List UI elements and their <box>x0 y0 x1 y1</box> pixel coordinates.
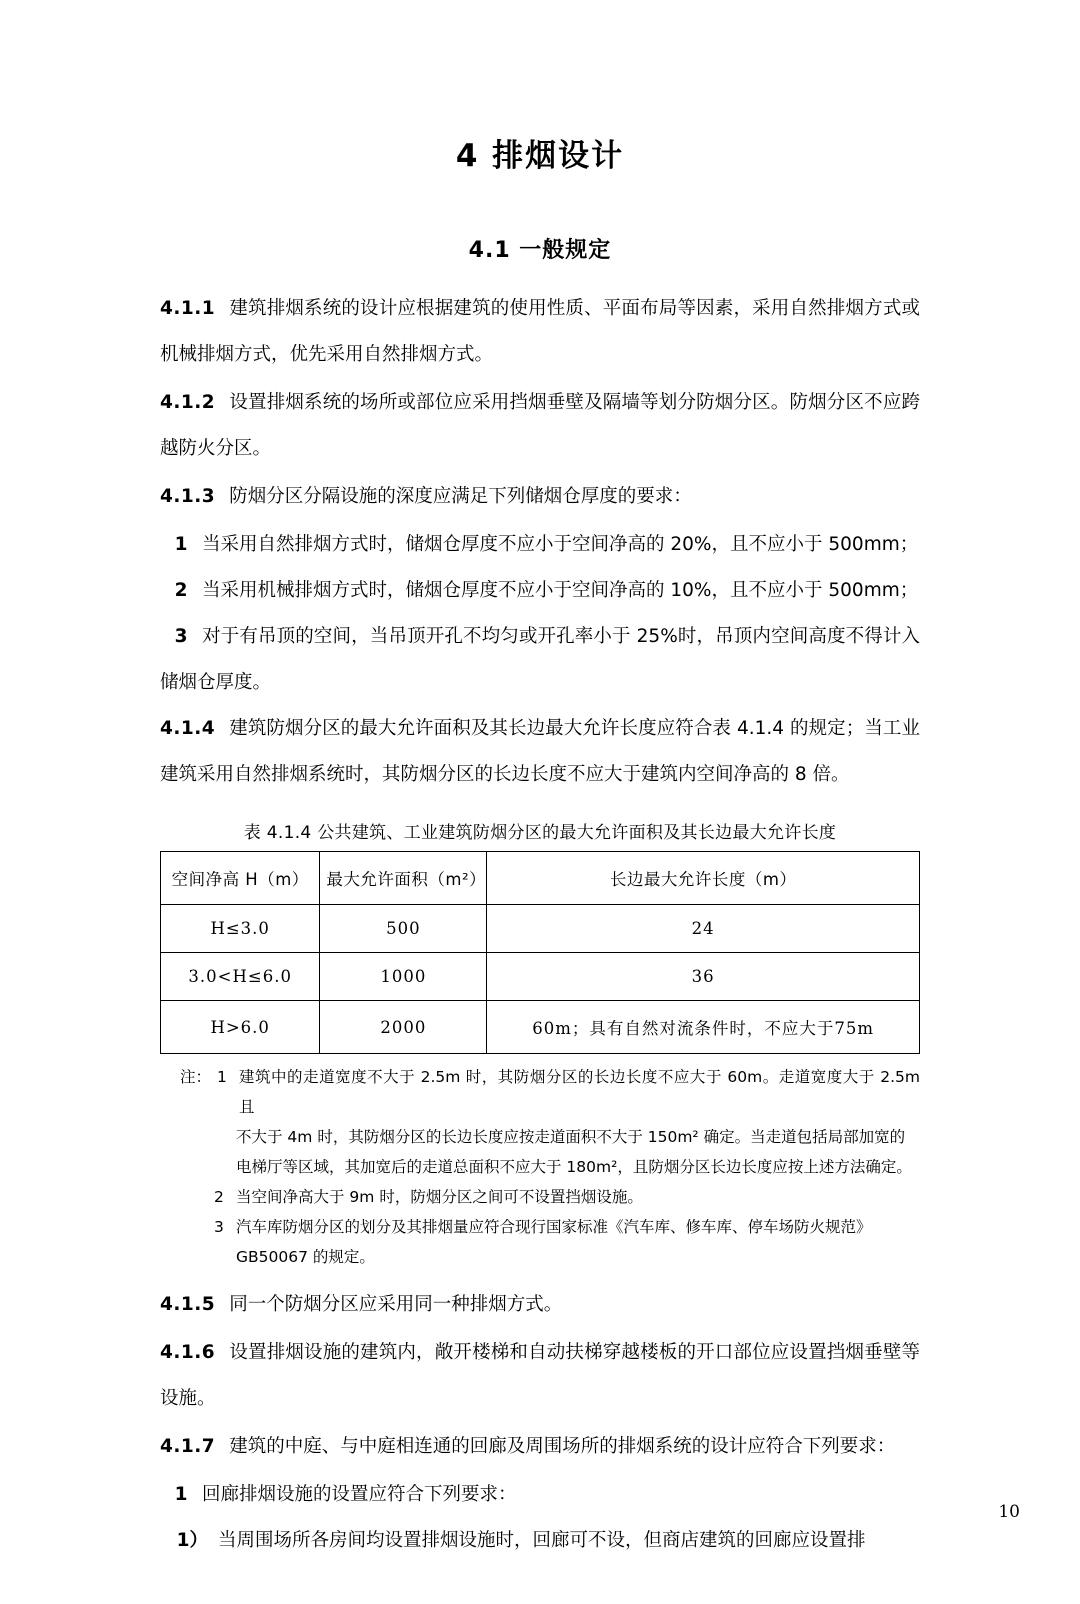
note-text: 当空间净高大于 9m 时，防烟分区之间可不设置挡烟设施。 <box>236 1188 643 1206</box>
table-row <box>161 1001 920 1054</box>
clause-4-1-4 <box>160 706 920 798</box>
note-item-3 <box>160 1212 920 1242</box>
note-item-1-line-3: 电梯厅等区域，其加宽后的走道总面积不应大于 180m²，且防烟分区长边长度应按上述方法确定。 <box>236 1158 912 1176</box>
item-index: 1） <box>176 1530 208 1551</box>
table-4-1-4 <box>160 851 920 1054</box>
table-notes <box>160 1062 920 1272</box>
item-index: 1 <box>174 1484 188 1505</box>
note-index: 3 <box>214 1218 224 1236</box>
item-text: 当采用自然排烟方式时，储烟仓厚度不应小于空间净高的 20%，且不应小于 500mm； <box>202 534 919 555</box>
table-cell: H≤3.0 <box>161 905 320 953</box>
note-item-3-line-2: GB50067 的规定。 <box>236 1248 375 1266</box>
item-text: 当周围场所各房间均设置排烟设施时，回廊可不设，但商店建筑的回廊应设置排 <box>218 1530 866 1551</box>
clause-number: 4.1.5 <box>160 1294 216 1315</box>
clause-text: 设置排烟设施的建筑内，敞开楼梯和自动扶梯穿越楼板的开口部位应设置挡烟垂壁等设施。 <box>160 1342 920 1409</box>
table-header-cell: 空间净高 H（m） <box>161 852 320 905</box>
table-caption: 表 4.1.4 公共建筑、工业建筑防烟分区的最大允许面积及其长边最大允许长度 <box>243 823 837 843</box>
clause-text: 建筑的中庭、与中庭相连通的回廊及周围场所的排烟系统的设计应符合下列要求： <box>229 1436 896 1457</box>
note-index: 2 <box>214 1188 224 1206</box>
clause-number: 4.1.1 <box>160 298 216 319</box>
table-cell: 60m；具有自然对流条件时，不应大于75m <box>487 1001 920 1054</box>
clause-4-1-2 <box>160 380 920 472</box>
table-cell: 1000 <box>320 953 487 1001</box>
clause-number: 4.1.3 <box>160 486 216 507</box>
clause-4-1-1 <box>160 286 920 378</box>
item-text: 当采用机械排烟方式时，储烟仓厚度不应小于空间净高的 10%，且不应小于 500mm； <box>202 580 919 601</box>
item-text: 回廊排烟设施的设置应符合下列要求： <box>202 1484 517 1505</box>
clause-4-1-3-item-2 <box>160 568 920 614</box>
table-cell: 500 <box>320 905 487 953</box>
item-index: 3 <box>174 626 188 647</box>
table-cell: 24 <box>487 905 920 953</box>
chapter-title: 4 排烟设计 <box>455 138 625 174</box>
table-cell: 3.0<H≤6.0 <box>161 953 320 1001</box>
clause-4-1-7-item-1-sub-1 <box>160 1518 920 1564</box>
clause-text: 同一个防烟分区应采用同一种排烟方式。 <box>229 1294 563 1315</box>
note-text: 汽车库防烟分区的划分及其排烟量应符合现行国家标准《汽车库、修车库、停车场防火规范》 <box>236 1218 872 1236</box>
clause-4-1-6 <box>160 1330 920 1422</box>
table-row <box>161 905 920 953</box>
table-cell: 2000 <box>320 1001 487 1054</box>
clause-number: 4.1.2 <box>160 392 216 413</box>
section-title: 4.1 一般规定 <box>468 238 612 263</box>
clause-4-1-3-item-1 <box>160 522 920 568</box>
clause-number: 4.1.7 <box>160 1436 216 1457</box>
note-text: 建筑中的走道宽度不大于 2.5m 时，其防烟分区的长边长度不应大于 60m。走道宽度大于 2.5m 且 <box>239 1068 920 1116</box>
table-header-row <box>161 852 920 905</box>
table-row <box>161 953 920 1001</box>
clause-4-1-3-item-3 <box>160 614 920 706</box>
note-item-1 <box>160 1062 920 1122</box>
note-label: 注： <box>180 1068 212 1086</box>
table-header-cell: 长边最大允许长度（m） <box>487 852 920 905</box>
clause-number: 4.1.4 <box>160 718 216 739</box>
item-index: 2 <box>174 580 188 601</box>
clause-text: 设置排烟系统的场所或部位应采用挡烟垂壁及隔墙等划分防烟分区。防烟分区不应跨越防火分区。 <box>160 392 920 459</box>
clause-text: 建筑防烟分区的最大允许面积及其长边最大允许长度应符合表 4.1.4 的规定；当工业建筑采用自然排烟系统时，其防烟分区的长边长度不应大于建筑内空间净高的 8 倍。 <box>160 718 920 785</box>
item-text: 对于有吊顶的空间，当吊顶开孔不均匀或开孔率小于 25%时，吊顶内空间高度不得计入储烟仓厚度。 <box>160 626 920 693</box>
item-index: 1 <box>174 534 188 555</box>
clause-text: 防烟分区分隔设施的深度应满足下列储烟仓厚度的要求： <box>229 486 692 507</box>
clause-4-1-7 <box>160 1424 920 1470</box>
table-cell: 36 <box>487 953 920 1001</box>
note-item-1-line-2: 不大于 4m 时，其防烟分区的长边长度应按走道面积不大于 150m² 确定。当走道包括局部加宽的 <box>236 1128 906 1146</box>
clause-4-1-5 <box>160 1282 920 1328</box>
clause-text: 建筑排烟系统的设计应根据建筑的使用性质、平面布局等因素，采用自然排烟方式或机械排烟方式，优先采用自然排烟方式。 <box>160 298 920 365</box>
note-index: 1 <box>217 1068 227 1086</box>
table-header-cell: 最大允许面积（m²） <box>320 852 487 905</box>
note-item-2 <box>160 1182 920 1212</box>
table-cell: H>6.0 <box>161 1001 320 1054</box>
clause-4-1-7-item-1 <box>160 1472 920 1518</box>
clause-4-1-3 <box>160 474 920 520</box>
page-number: 10 <box>998 1502 1020 1522</box>
clause-number: 4.1.6 <box>160 1342 216 1363</box>
